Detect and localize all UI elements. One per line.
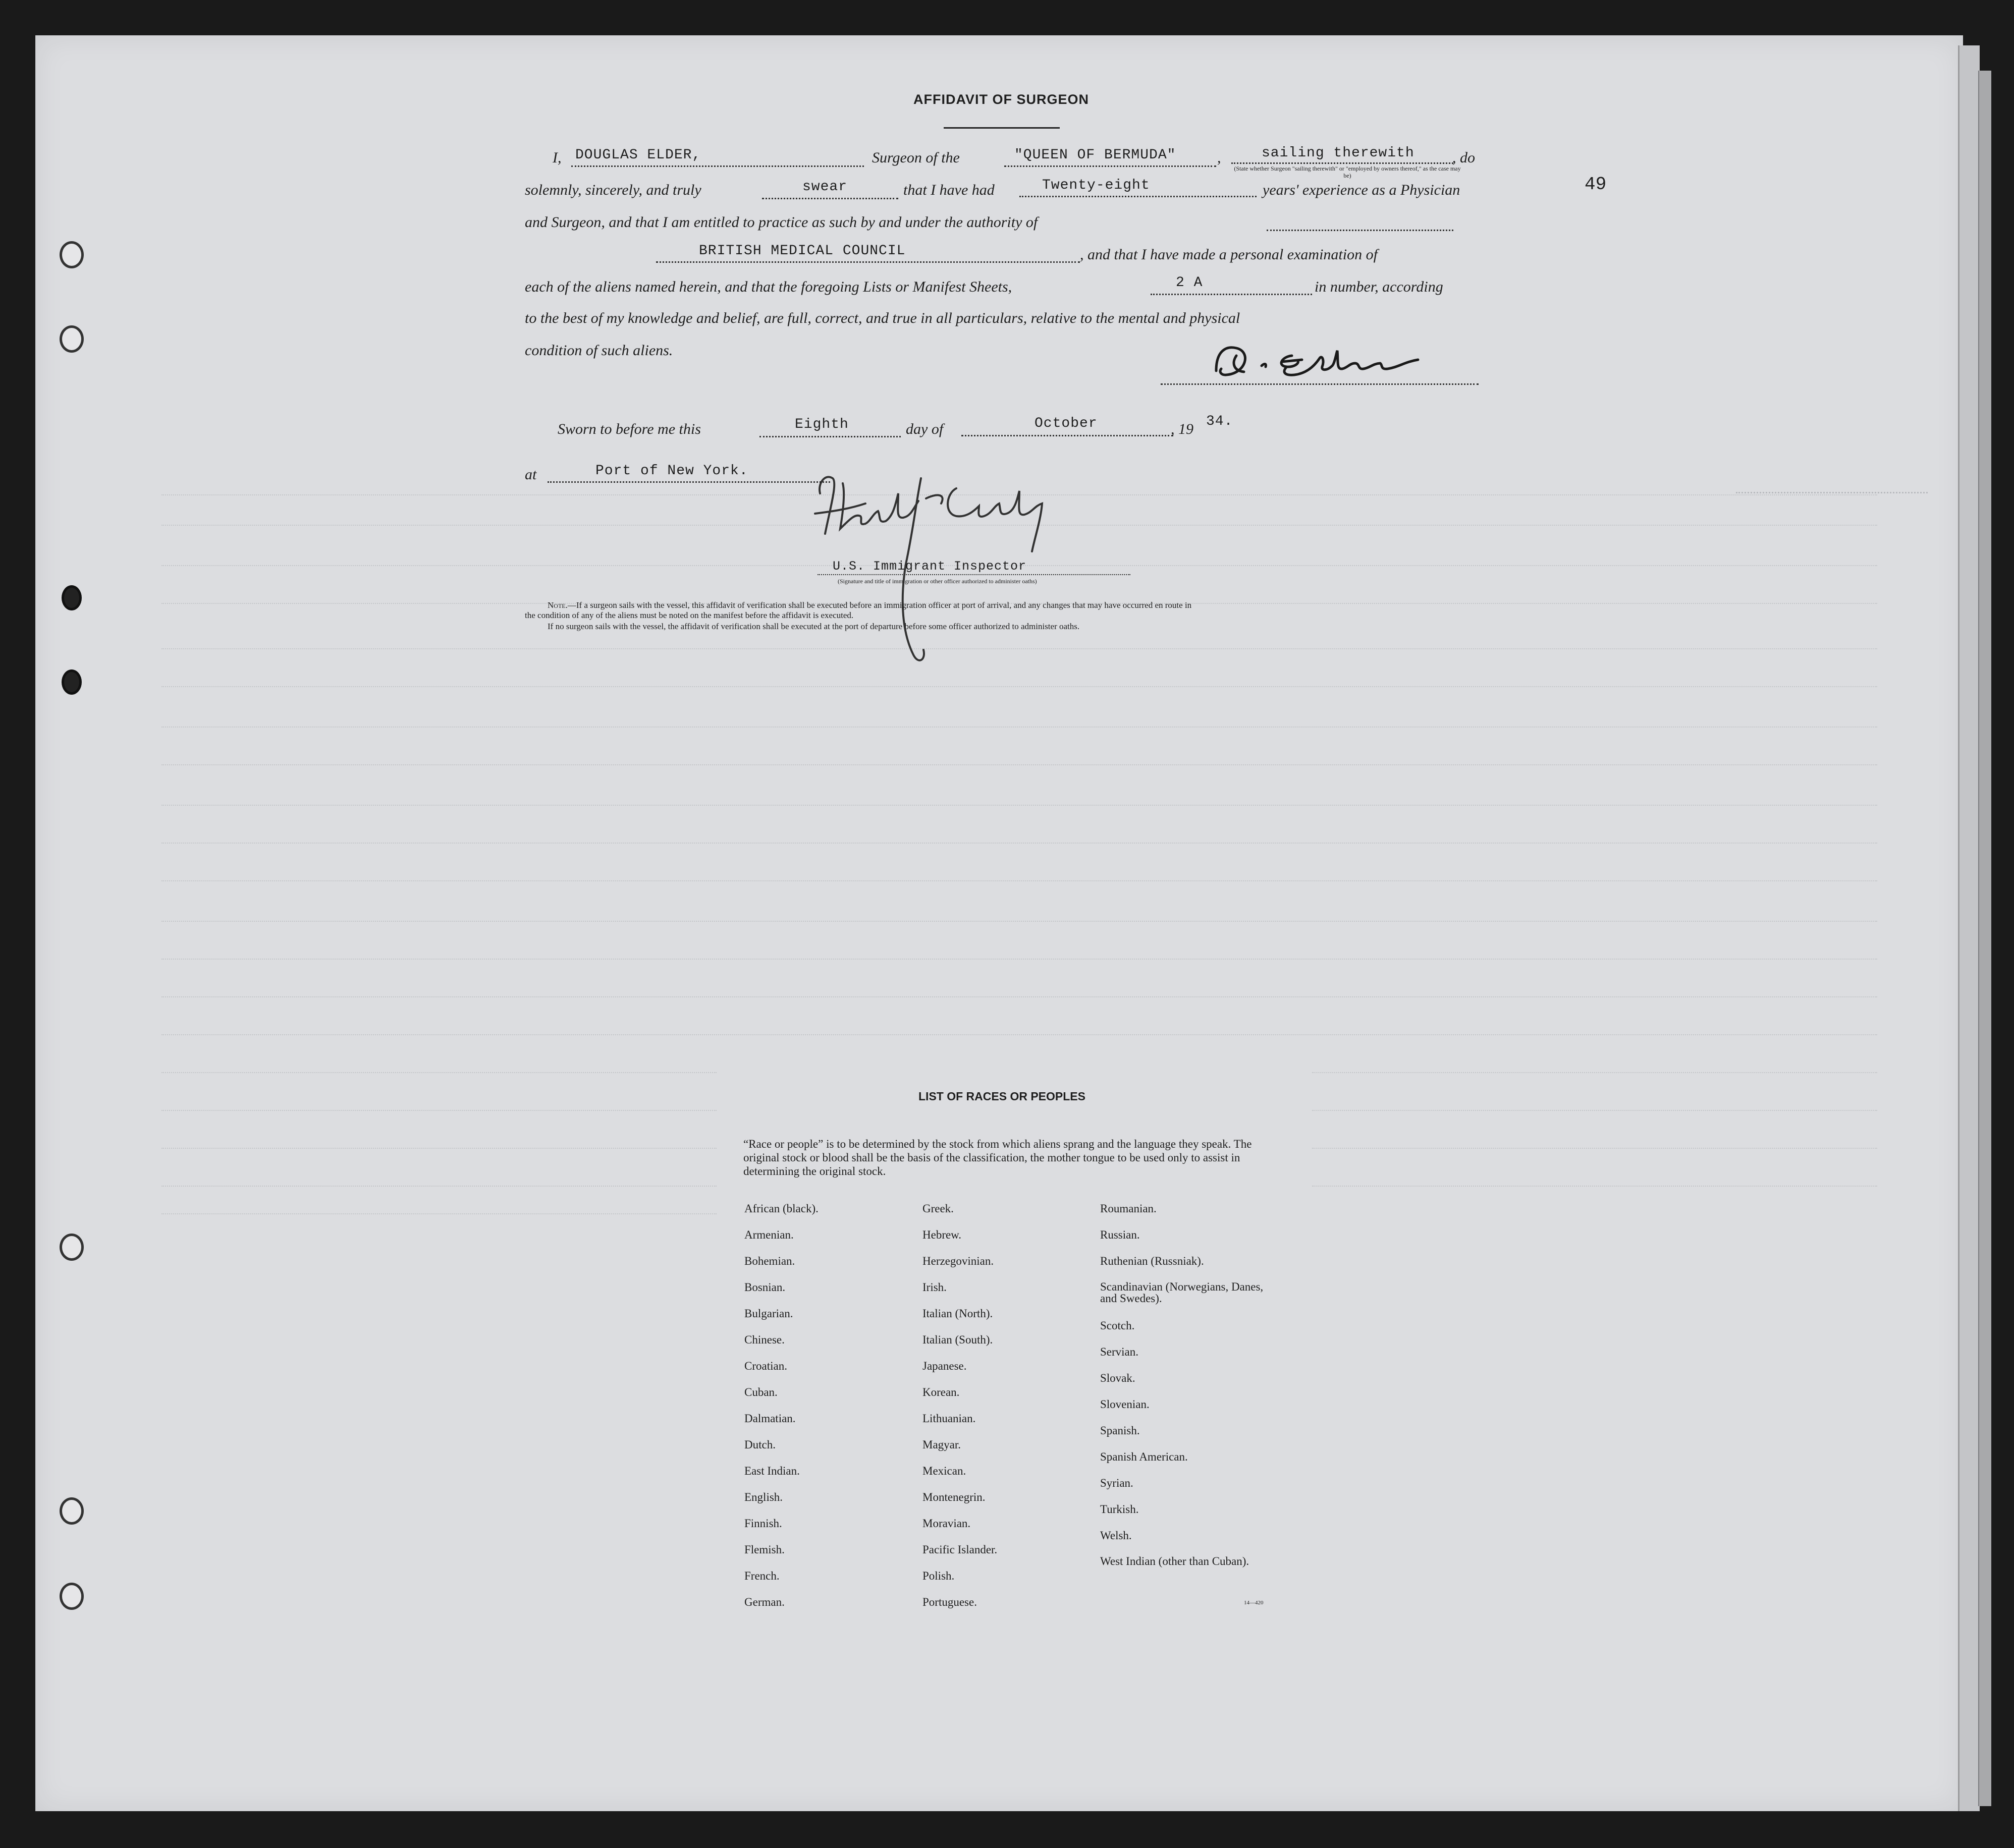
page-edge	[1958, 45, 1980, 1811]
page-edge-back	[1978, 71, 1991, 1806]
capacity-note: (State whether Surgeon "sailing therewith" or "employed by owners thereof," as the case may be)	[1234, 165, 1461, 179]
race-item: Lithuanian.	[922, 1412, 976, 1425]
binder-hole	[60, 1234, 84, 1261]
race-item: Pacific Islander.	[922, 1543, 998, 1556]
fill-line	[1267, 230, 1453, 231]
race-item: Bulgarian.	[744, 1307, 793, 1320]
note-line-3: If no surgeon sails with the vessel, the affidavit of verification shall be executed at the port of departure before some officer authorized to administer oaths.	[548, 622, 1080, 631]
race-item: Slovak.	[1100, 1372, 1135, 1384]
binder-hole	[62, 669, 82, 695]
race-item: Turkish.	[1100, 1503, 1139, 1516]
binder-hole	[60, 1497, 84, 1525]
race-item: Armenian.	[744, 1228, 794, 1241]
line1-text-surgeon-of: Surgeon of the	[872, 149, 960, 166]
sworn-text: Sworn to before me this	[558, 421, 701, 437]
race-item: Irish.	[922, 1281, 947, 1294]
sworn-day: Eighth	[795, 417, 849, 432]
oath-type: swear	[802, 179, 848, 195]
line2-text-years: years' experience as a Physician	[1263, 182, 1460, 198]
fill-line	[571, 165, 864, 167]
line1-text-i: I,	[553, 149, 562, 166]
races-intro: “Race or people” is to be determined by the stock from which aliens sprang and the language they speak. The original stock or blood shall be the basis of the classification, the mother tongue to be used only to assist in determining the original stock.	[743, 1138, 1252, 1178]
sworn-month: October	[1035, 416, 1098, 431]
line1-text-do: , do	[1452, 149, 1475, 166]
sworn-day-of: day of	[906, 421, 944, 437]
race-item: Flemish.	[744, 1543, 785, 1556]
sworn-year: 34.	[1206, 414, 1233, 429]
surgeon-name: DOUGLAS ELDER,	[575, 147, 701, 163]
races-title: LIST OF RACES OR PEOPLES	[918, 1090, 1085, 1103]
race-item: Scandinavian (Norwegians, Danes, and Swedes).	[1100, 1280, 1264, 1305]
fill-line	[1231, 162, 1453, 164]
race-item: African (black).	[744, 1202, 819, 1215]
race-item: East Indian.	[744, 1465, 800, 1477]
race-item: Roumanian.	[1100, 1202, 1157, 1215]
race-item: Welsh.	[1100, 1529, 1132, 1542]
surgeon-signature-line	[1161, 383, 1479, 385]
fill-line	[1019, 196, 1257, 197]
fill-line	[961, 435, 1173, 436]
race-item: Italian (South).	[922, 1333, 993, 1346]
affidavit-line-6: to the best of my knowledge and belief, are full, correct, and true in all particulars, relative to the mental and physical	[525, 310, 1240, 326]
fill-line	[656, 261, 1080, 263]
sworn-century: , 19	[1171, 421, 1193, 437]
line2-text-had: that I have had	[903, 182, 995, 198]
title-rule	[944, 127, 1060, 129]
fill-line	[548, 481, 830, 483]
line2-text-solemnly: solemnly, sincerely, and truly	[525, 182, 701, 198]
surgeon-capacity: sailing therewith	[1262, 145, 1414, 161]
race-item: Slovenian.	[1100, 1398, 1150, 1411]
race-item: Bohemian.	[744, 1255, 795, 1267]
race-item: Herzegovinian.	[922, 1255, 994, 1267]
page-number: 49	[1585, 174, 1607, 195]
line1-comma: ,	[1217, 149, 1221, 166]
binder-hole	[62, 585, 82, 610]
fill-line	[1004, 165, 1216, 167]
inspector-signature-line	[818, 574, 1130, 575]
note-line-2: the condition of any of the aliens must be noted on the manifest before the affidavit is executed.	[525, 610, 854, 620]
fill-line	[1151, 294, 1312, 295]
binder-hole	[60, 241, 84, 268]
fill-line	[762, 198, 898, 199]
line5-text: each of the aliens named herein, and that the foregoing Lists or Manifest Sheets,	[525, 278, 1012, 295]
race-item: German.	[744, 1596, 785, 1608]
race-item: Spanish.	[1100, 1424, 1140, 1437]
inspector-title: U.S. Immigrant Inspector	[833, 559, 1027, 574]
race-item: Scotch.	[1100, 1319, 1135, 1332]
race-item: Greek.	[922, 1202, 954, 1215]
note-line-1: Note.—If a surgeon sails with the vessel, this affidavit of verification shall be executed before an immigration officer at port of arrival, and any changes that may have occurred en route in	[548, 600, 1192, 610]
line5-text-number: in number, according	[1315, 278, 1443, 295]
race-item: Moravian.	[922, 1517, 971, 1530]
race-item: Magyar.	[922, 1438, 961, 1451]
race-item: Italian (North).	[922, 1307, 993, 1320]
at-text: at	[525, 466, 537, 483]
surgeon-signature	[1206, 335, 1438, 388]
binder-hole	[60, 1583, 84, 1610]
race-item: Spanish American.	[1100, 1450, 1188, 1463]
race-item: English.	[744, 1491, 783, 1503]
race-item: Portuguese.	[922, 1596, 977, 1608]
sheet-count: 2 A	[1176, 275, 1203, 291]
race-item: Polish.	[922, 1570, 955, 1582]
race-item: Cuban.	[744, 1386, 778, 1398]
race-item: Bosnian.	[744, 1281, 786, 1294]
race-item: Mexican.	[922, 1465, 966, 1477]
race-item: Japanese.	[922, 1360, 967, 1372]
race-item: Russian.	[1100, 1228, 1140, 1241]
affidavit-title: AFFIDAVIT OF SURGEON	[913, 92, 1089, 107]
authority-name: BRITISH MEDICAL COUNCIL	[699, 243, 906, 259]
form-number: 14—420	[1244, 1600, 1264, 1606]
race-item: French.	[744, 1570, 780, 1582]
line3-text: and Surgeon, and that I am entitled to practice as such by and under the authority of	[525, 214, 1038, 231]
race-item: Montenegrin.	[922, 1491, 986, 1503]
fill-line	[759, 436, 901, 437]
race-item: Dutch.	[744, 1438, 776, 1451]
race-item: Croatian.	[744, 1360, 787, 1372]
race-item: Korean.	[922, 1386, 960, 1398]
race-item: Ruthenian (Russniak).	[1100, 1255, 1204, 1267]
race-item: Chinese.	[744, 1333, 785, 1346]
document-page	[35, 35, 1963, 1811]
race-item: Servian.	[1100, 1346, 1139, 1358]
vessel-name: "QUEEN OF BERMUDA"	[1014, 147, 1176, 163]
inspector-caption: (Signature and title of immigration or other officer authorized to administer oaths)	[838, 578, 1037, 585]
race-item: Syrian.	[1100, 1477, 1133, 1489]
oath-place: Port of New York.	[595, 463, 748, 479]
years-experience: Twenty-eight	[1042, 178, 1150, 193]
race-item: Hebrew.	[922, 1228, 962, 1241]
race-item: Dalmatian.	[744, 1412, 796, 1425]
race-item: Finnish.	[744, 1517, 782, 1530]
binder-hole	[60, 325, 84, 353]
line4-text: , and that I have made a personal examination of	[1080, 246, 1378, 263]
race-item: West Indian (other than Cuban).	[1100, 1555, 1249, 1567]
affidavit-line-7: condition of such aliens.	[525, 342, 673, 359]
